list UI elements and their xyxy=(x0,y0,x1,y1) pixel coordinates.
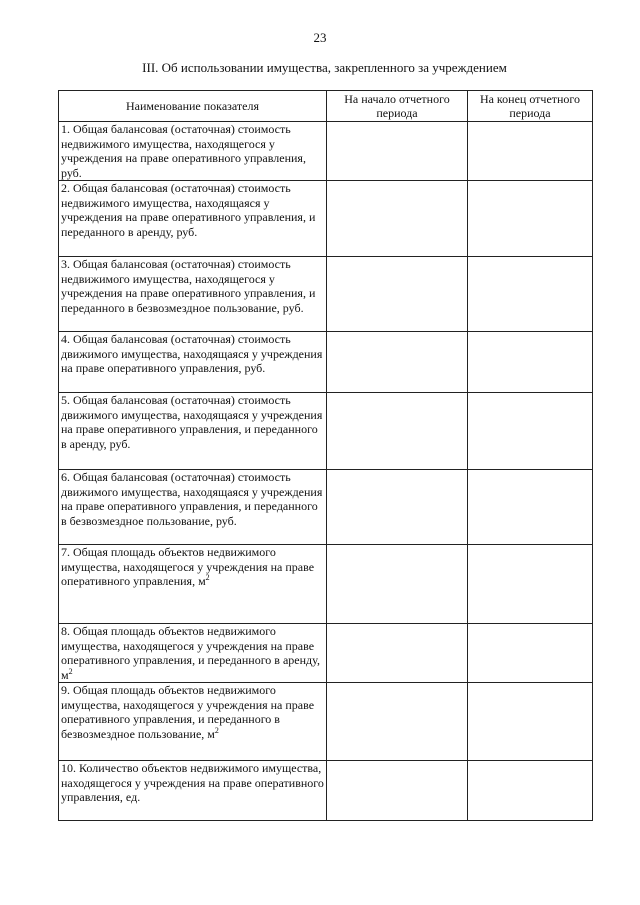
row-value-start xyxy=(327,545,468,624)
row-value-start xyxy=(327,683,468,761)
table-row xyxy=(59,683,593,761)
row-indicator xyxy=(59,683,327,761)
row-text: 2. Общая балансовая (остаточная) стоимость недвижимого имущества, находящаяся у учреждения на праве оперативного управления, и переданного в аренду, руб. xyxy=(61,181,316,239)
row-indicator xyxy=(59,257,327,332)
row-indicator xyxy=(59,181,327,257)
row-text: 10. Количество объектов недвижимого имущества, находящегося у учреждения на праве оперативного управления, ед. xyxy=(61,761,324,804)
table-row xyxy=(59,545,593,624)
row-value-end xyxy=(468,470,593,545)
table-row xyxy=(59,332,593,393)
row-value-start xyxy=(327,122,468,181)
row-text: 1. Общая балансовая (остаточная) стоимость недвижимого имущества, находящегося у учреждения на праве оперативного управления, руб. xyxy=(61,122,306,180)
property-usage-table xyxy=(58,90,593,821)
page-number: 23 xyxy=(313,30,327,45)
table-row xyxy=(59,257,593,332)
header-period-end: На конец отчетного периода xyxy=(468,91,593,122)
row-value-start xyxy=(327,393,468,470)
row-unit-sup: 2 xyxy=(68,666,73,676)
row-value-end xyxy=(468,683,593,761)
table-row xyxy=(59,181,593,257)
row-value-end xyxy=(468,545,593,624)
row-value-start xyxy=(327,257,468,332)
row-indicator xyxy=(59,332,327,393)
table-row xyxy=(59,761,593,821)
row-text: 3. Общая балансовая (остаточная) стоимость недвижимого имущества, находящегося у учреждения на праве оперативного управления, и переданного в безвозмездное пользование, руб. xyxy=(61,257,316,315)
row-value-end xyxy=(468,393,593,470)
row-value-end xyxy=(468,257,593,332)
row-value-start xyxy=(327,181,468,257)
row-value-start xyxy=(327,761,468,821)
row-value-end xyxy=(468,332,593,393)
row-unit-sup: 2 xyxy=(214,725,219,735)
row-value-end xyxy=(468,181,593,257)
row-text: 8. Общая площадь объектов недвижимого имущества, находящегося у учреждения на праве оперативного управления, и переданного в аренду, м xyxy=(61,624,320,682)
row-indicator xyxy=(59,624,327,683)
row-text: 4. Общая балансовая (остаточная) стоимость движимого имущества, находящаяся у учреждения на праве оперативного управления, руб. xyxy=(61,332,323,375)
section-title: III. Об использовании имущества, закрепленного за учреждением xyxy=(142,60,507,75)
row-value-end xyxy=(468,624,593,683)
header-period-start: На начало отчетного периода xyxy=(327,91,468,122)
row-unit-sup: 2 xyxy=(205,573,210,582)
row-text: 6. Общая балансовая (остаточная) стоимость движимого имущества, находящаяся у учреждения на праве оперативного управления, и переданного в безвозмездное пользование, руб. xyxy=(61,470,323,528)
row-indicator xyxy=(59,470,327,545)
row-value-start xyxy=(327,624,468,683)
header-indicator: Наименование показателя xyxy=(59,91,327,122)
row-text: 5. Общая балансовая (остаточная) стоимость движимого имущества, находящаяся у учреждения на праве оперативного управления, и переданного в аренду, руб. xyxy=(61,393,323,451)
table-row xyxy=(59,122,593,181)
row-text: 7. Общая площадь объектов недвижимого имущества, находящегося у учреждения на праве оперативного управления, м xyxy=(61,545,315,588)
row-indicator xyxy=(59,393,327,470)
row-indicator xyxy=(59,761,327,821)
row-value-end xyxy=(468,122,593,181)
row-value-start xyxy=(327,470,468,545)
row-indicator xyxy=(59,122,327,181)
row-value-end xyxy=(468,761,593,821)
row-indicator xyxy=(59,545,327,624)
table-row xyxy=(59,624,593,683)
table-header-row xyxy=(59,91,593,122)
row-text: 9. Общая площадь объектов недвижимого имущества, находящегося у учреждения на праве оперативного управления, и переданного в безвозмездное пользование, м xyxy=(61,683,315,741)
row-value-start xyxy=(327,332,468,393)
table-row xyxy=(59,470,593,545)
table-row xyxy=(59,393,593,470)
